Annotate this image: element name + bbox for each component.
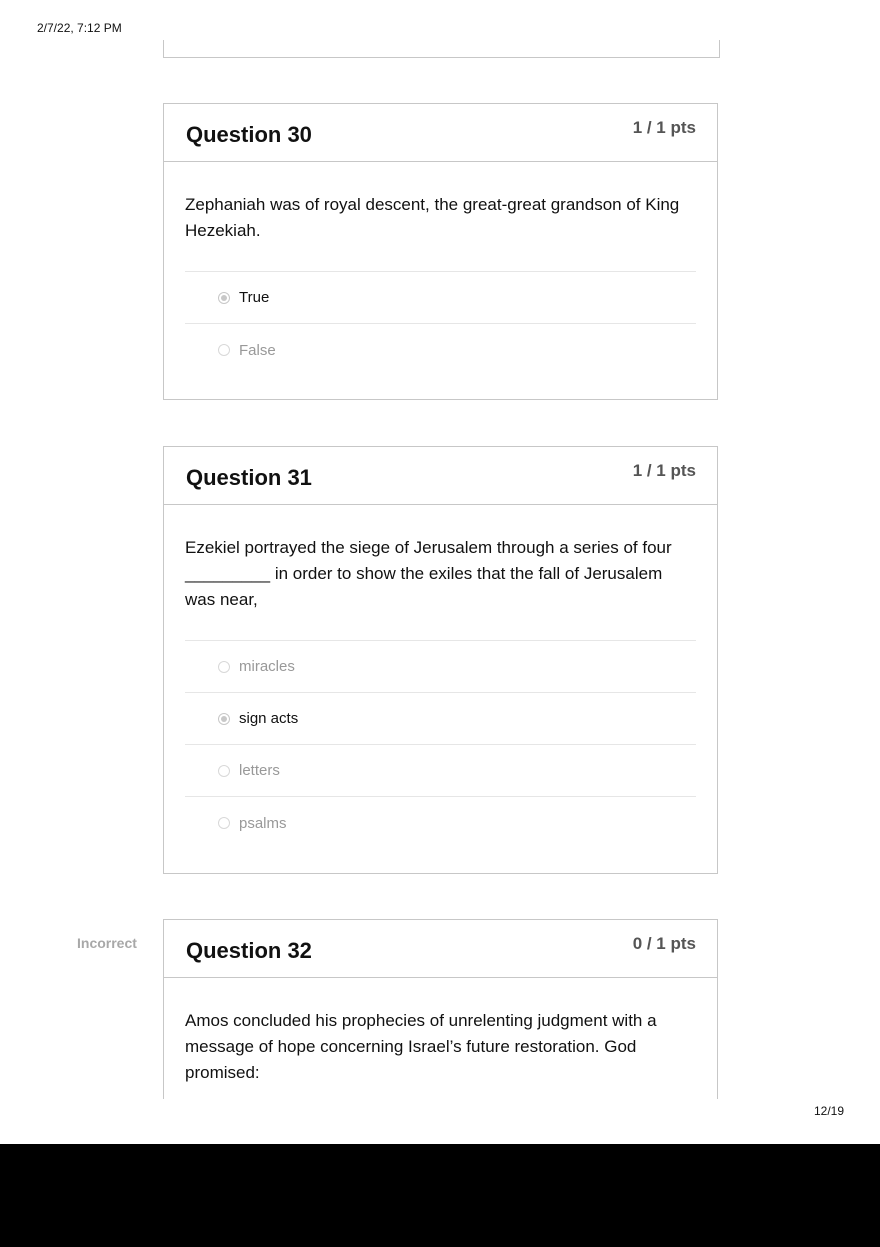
question-header bbox=[164, 447, 717, 505]
answer-label: False bbox=[239, 341, 276, 359]
answer-option-psalms[interactable] bbox=[185, 797, 696, 849]
answer-label: letters bbox=[239, 762, 280, 779]
answer-label: sign acts bbox=[239, 710, 299, 727]
incorrect-badge: Incorrect bbox=[77, 935, 137, 951]
radio-unselected-icon[interactable] bbox=[218, 344, 230, 356]
answer-option-true[interactable] bbox=[185, 272, 696, 324]
radio-unselected-icon[interactable] bbox=[218, 817, 230, 829]
answer-option-miracles[interactable] bbox=[185, 641, 696, 693]
answer-list bbox=[185, 640, 696, 849]
question-text: Zephaniah was of royal descent, the great-great grandson of King Hezekiah. bbox=[185, 195, 680, 240]
question-text: Amos concluded his prophecies of unrelenting judgment with a message of hope concerning Israel’s future restoration. God promised: bbox=[185, 1011, 657, 1082]
question-title: Question 32 bbox=[186, 938, 312, 963]
bottom-black-bar bbox=[0, 1144, 880, 1247]
page-number: 12/19 bbox=[814, 1104, 845, 1118]
answer-label: True bbox=[239, 289, 270, 306]
question-header bbox=[164, 920, 717, 978]
question-title: Question 31 bbox=[186, 465, 312, 490]
radio-selected-icon[interactable] bbox=[218, 292, 230, 304]
question-card-30 bbox=[163, 103, 718, 400]
radio-unselected-icon[interactable] bbox=[218, 661, 230, 673]
radio-selected-icon[interactable] bbox=[218, 713, 230, 725]
question-points: 1 / 1 pts bbox=[632, 118, 696, 137]
question-title: Question 30 bbox=[186, 122, 312, 147]
answer-option-letters[interactable] bbox=[185, 745, 696, 797]
answer-list bbox=[185, 271, 696, 376]
answer-label: psalms bbox=[239, 814, 287, 832]
question-points: 1 / 1 pts bbox=[632, 461, 696, 480]
radio-unselected-icon[interactable] bbox=[218, 765, 230, 777]
print-datetime: 2/7/22, 7:12 PM bbox=[37, 21, 122, 35]
answer-option-sign-acts[interactable] bbox=[185, 693, 696, 745]
question-header bbox=[164, 104, 717, 162]
question-points: 0 / 1 pts bbox=[632, 934, 696, 953]
previous-question-card-bottom bbox=[163, 40, 720, 58]
question-text: Ezekiel portrayed the siege of Jerusalem through a series of four _________ in order to show the exiles that the fall of Jerusalem was near, bbox=[185, 538, 672, 609]
question-card-32 bbox=[163, 919, 718, 1099]
question-card-31 bbox=[163, 446, 718, 874]
answer-option-false[interactable] bbox=[185, 324, 696, 376]
answer-label: miracles bbox=[239, 658, 295, 675]
